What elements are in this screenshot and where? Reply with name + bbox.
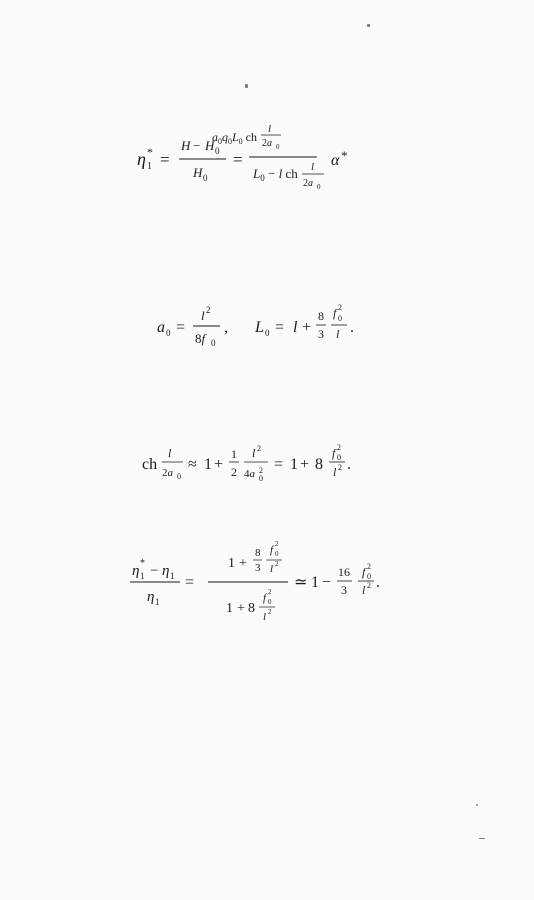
svg-text:=: = (233, 150, 243, 169)
svg-text:L0 − l ch: $L_0 - l$ ch (253, 166, 298, 183)
svg-text:1: 1 (155, 597, 160, 607)
svg-text:0: 0 (211, 338, 216, 348)
svg-text:−: − (322, 574, 332, 591)
svg-text:1: 1 (147, 161, 152, 172)
svg-text:8: 8 (248, 601, 255, 616)
svg-text:2a: 2a (262, 138, 272, 149)
svg-text:2: 2 (268, 608, 272, 616)
svg-text:3: 3 (341, 583, 347, 597)
svg-text:l: l (333, 465, 337, 479)
svg-text:f: f (332, 446, 336, 460)
svg-text:0: 0 (166, 328, 171, 338)
svg-text:l: l (252, 446, 256, 460)
svg-text:.: . (350, 319, 354, 336)
svg-text:0: 0 (259, 474, 263, 483)
svg-text:η: η (147, 589, 155, 605)
svg-text:H: H (205, 138, 215, 153)
svg-text:*: * (140, 558, 145, 569)
svg-text:−: − (193, 138, 201, 153)
svg-text:0: 0 (317, 183, 321, 191)
svg-text:−: − (150, 563, 159, 579)
svg-text:8f: 8f (195, 331, 206, 346)
equation-ch-expansion (140, 443, 400, 493)
svg-text:0: 0 (337, 453, 341, 462)
svg-text:ch: ch (142, 456, 158, 473)
svg-text:=: = (160, 150, 170, 169)
svg-text:1: 1 (226, 601, 233, 616)
svg-text:2: 2 (257, 444, 261, 453)
svg-text:0: 0 (265, 328, 270, 338)
svg-text:=: = (185, 574, 195, 591)
svg-text:L: L (255, 319, 264, 336)
svg-text:0: 0 (276, 143, 280, 151)
svg-text:+: + (214, 456, 224, 473)
svg-text:≈: ≈ (188, 456, 197, 473)
svg-text:1: 1 (290, 456, 298, 473)
svg-text:H: H (193, 165, 203, 180)
svg-text:4a: 4a (244, 468, 255, 480)
svg-text:≃: ≃ (294, 574, 308, 591)
svg-text:=: = (275, 319, 285, 336)
svg-text:2: 2 (206, 305, 211, 315)
svg-text:0: 0 (268, 598, 272, 606)
svg-text:+: + (302, 319, 312, 336)
svg-text:η: η (132, 563, 140, 579)
svg-text:2: 2 (268, 588, 272, 596)
scan-speck (476, 804, 478, 806)
svg-text:l: l (336, 327, 340, 341)
svg-text:a: a (157, 319, 165, 336)
svg-text:0: 0 (203, 173, 208, 183)
svg-text:α: α (331, 152, 340, 169)
svg-text:.: . (376, 574, 380, 591)
svg-text:0: 0 (367, 572, 371, 581)
svg-text:2: 2 (338, 463, 342, 472)
svg-text:,: , (224, 319, 228, 336)
equation-a0-l0 (155, 302, 385, 352)
svg-text:1: 1 (228, 556, 235, 571)
svg-text:f: f (270, 544, 274, 556)
svg-text:0: 0 (275, 550, 279, 558)
svg-text:l: l (168, 446, 172, 460)
svg-text:2: 2 (367, 581, 371, 590)
svg-text:2a: 2a (162, 467, 173, 479)
svg-text:2: 2 (337, 443, 341, 452)
svg-text:l: l (362, 583, 366, 597)
svg-text:3: 3 (318, 327, 324, 341)
svg-text:l: l (293, 319, 298, 336)
svg-text:f: f (263, 592, 267, 604)
svg-text:a0q0L0 ch: $a_0q_0L_0$ ch (211, 130, 257, 146)
scan-speck (479, 838, 485, 839)
equation-eta-ratio (130, 535, 410, 629)
svg-text:1: 1 (140, 571, 145, 581)
svg-text:l: l (311, 161, 315, 173)
scan-speck (367, 24, 370, 27)
svg-text:H: H (181, 138, 191, 153)
svg-text:1: 1 (231, 447, 237, 461)
scan-speck (245, 84, 248, 88)
svg-text:η: η (137, 149, 146, 169)
svg-text:1: 1 (204, 456, 212, 473)
svg-text:2a: 2a (303, 178, 313, 189)
svg-text:8: 8 (318, 309, 324, 323)
svg-text:l: l (270, 563, 274, 575)
svg-text:1: 1 (311, 574, 319, 591)
svg-text:8: 8 (255, 547, 261, 559)
svg-text:η: η (162, 563, 170, 579)
svg-text:+: + (239, 556, 247, 571)
svg-text:1: 1 (170, 571, 175, 581)
svg-text:0: 0 (215, 146, 220, 156)
svg-text:*: * (341, 148, 348, 163)
svg-text:3: 3 (255, 562, 261, 574)
svg-text:l: l (268, 123, 272, 135)
svg-text:2: 2 (338, 303, 342, 312)
svg-text:8: 8 (315, 456, 323, 473)
svg-text:.: . (347, 456, 351, 473)
equation-3-4-19 (135, 122, 385, 196)
running-header (36, 56, 506, 78)
svg-text:+: + (237, 601, 245, 616)
svg-text:*: * (147, 145, 153, 159)
svg-text:=: = (274, 456, 284, 473)
svg-text:+: + (300, 456, 310, 473)
svg-text:l: l (263, 611, 267, 623)
svg-text:f: f (362, 565, 366, 579)
svg-text:2: 2 (231, 465, 237, 479)
svg-text:=: = (176, 319, 186, 336)
svg-text:2: 2 (275, 540, 279, 548)
svg-text:2: 2 (367, 562, 371, 571)
svg-text:l: l (201, 308, 205, 323)
svg-text:0: 0 (338, 314, 342, 323)
svg-text:2: 2 (275, 560, 279, 568)
svg-text:16: 16 (338, 565, 350, 579)
svg-text:2: 2 (259, 466, 263, 475)
svg-text:f: f (333, 306, 337, 320)
svg-text:0: 0 (177, 472, 181, 481)
